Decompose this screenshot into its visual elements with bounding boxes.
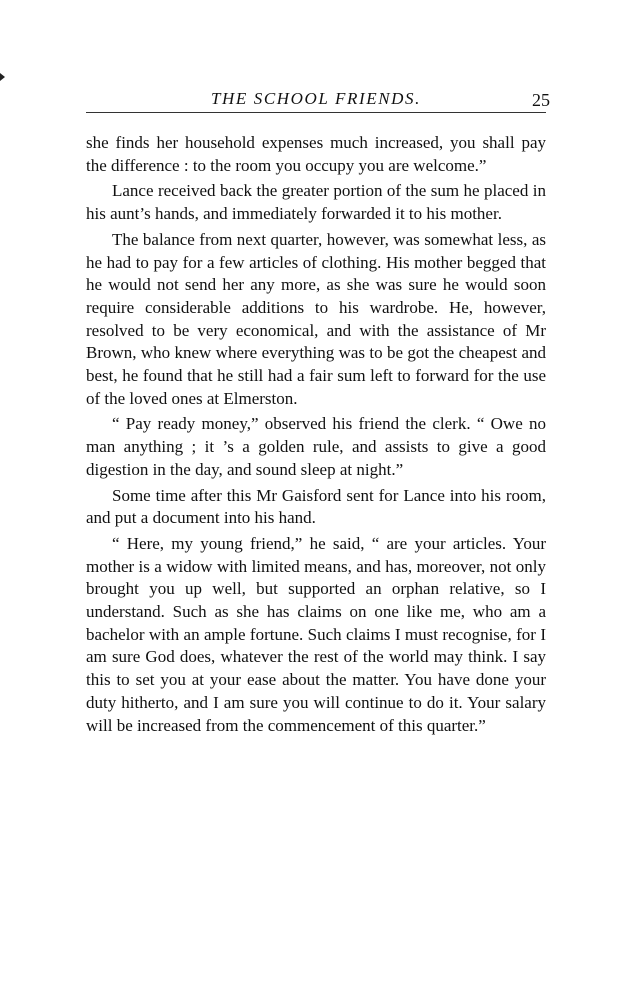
paragraph-6: “ Here, my young friend,” he said, “ are your articles. Your mother is a widow with limited means, and has, moreover, not only brought you up well, but supported an orphan relative, so I understand. Such as she has claims on one like me, who am a bachelor with an ample fortune. Such claims I must recognise, for I am sure God does, whatever the rest of the world may think. I say this to set you at your ease about the matter. You have done your duty hitherto, and I am sure you will continue to do it. Your salary will be increased from the commencement of this quarter.”: [86, 533, 546, 735]
body-text: [86, 132, 546, 737]
paragraph-1: she finds her household expenses much increased, you shall pay the difference : to the room you occupy you are welcome.”: [86, 133, 546, 175]
header-rule: [86, 112, 546, 113]
paragraph-2: Lance received back the greater portion of the sum he placed in his aunt’s hands, and immediately forwarded it to his mother.: [86, 181, 546, 224]
running-title: THE SCHOOL FRIENDS.: [210, 89, 421, 108]
page-number: 25: [532, 90, 550, 110]
paragraph-5: Some time after this Mr Gaisford sent for Lance into his room, and put a document into his hand.: [86, 485, 546, 528]
paragraph-3: The balance from next quarter, however, was somewhat less, as he had to pay for a few articles of clothing. His mother begged that he would not send her any more, as she was sure he would soon require considerable additions to his wardrobe. He, however, resolved to be very economical, and with the assistance of Mr Brown, who knew where everything was to be got the cheapest and best, he found that he still had a fair sum left to forward for the use of the loved ones at Elmerston.: [86, 229, 546, 408]
paragraph-4: “ Pay ready money,” observed his friend the clerk. “ Owe no man anything ; it ’s a golden rule, and assists to give a good digestion in the day, and sound sleep at night.”: [86, 414, 546, 479]
margin-mark: [0, 73, 5, 81]
running-head: [86, 88, 550, 114]
